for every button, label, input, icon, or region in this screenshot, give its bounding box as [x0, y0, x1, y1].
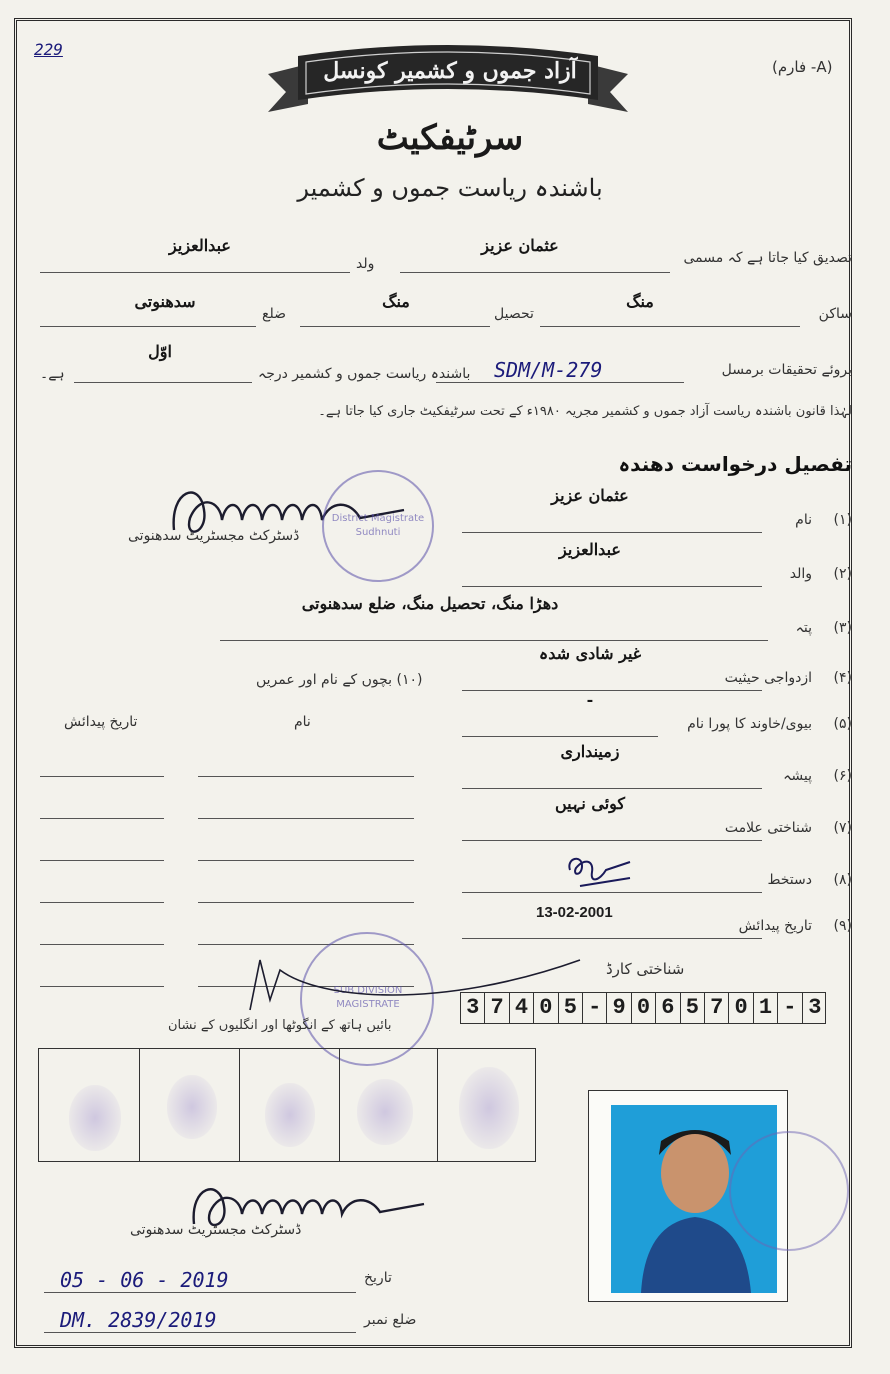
cnic-digit: 0 [632, 993, 656, 1023]
children-row-line [40, 860, 164, 861]
field-label: والد [789, 566, 812, 582]
row1-prefix: تصدیق کیا جاتا ہے کہ مسمی [683, 250, 852, 266]
zila-number-value: DM. 2839/2019 [60, 1308, 217, 1332]
photo-stamp [729, 1131, 849, 1251]
children-row-line [40, 986, 164, 987]
row2-zila: ضلع [262, 306, 286, 322]
children-row-line [40, 944, 164, 945]
cnic-digit: - [778, 993, 802, 1023]
field-number: (۴) [833, 670, 852, 686]
row1-father-value: عبدالعزیز [169, 236, 231, 255]
children-col-dob: تاریخ پیدائش [64, 714, 138, 730]
row2-saakin: ساکن [818, 306, 852, 322]
dm-signature-label-lower: ڈسٹرکٹ مجسٹریٹ سدھنوتی [130, 1222, 302, 1238]
cnic-digit: 3 [461, 993, 485, 1023]
field-value: غیر شادی شدہ [538, 644, 642, 663]
field-number: (۸) [833, 872, 852, 888]
cnic-digit: 5 [681, 993, 705, 1023]
field-value: کوئی نہیں [554, 794, 626, 813]
cnic-number-box [460, 992, 826, 1024]
thumb-label: بائیں ہاتھ کے انگوٹھا اور انگلیوں کے نشان [168, 1018, 392, 1033]
field-value: 13-02-2001 [536, 904, 613, 921]
applicant-heading: تفصیل درخواست دھندہ [618, 452, 852, 476]
applicant-signature [560, 850, 640, 896]
sub-division-stamp: SUB DIVISION MAGISTRATE [300, 932, 434, 1066]
cnic-digit: 6 [656, 993, 680, 1023]
children-row-line [40, 818, 164, 819]
children-row-line [198, 860, 414, 861]
cnic-digit: - [583, 993, 607, 1023]
field-label: شناختی علامت [724, 820, 812, 836]
cnic-label: شناختی کارڈ [606, 960, 685, 978]
row3-class-value: اوّل [148, 342, 172, 361]
field-number: (۳) [833, 620, 852, 636]
issue-date-label: تاریخ [364, 1270, 392, 1286]
field-label: نام [795, 512, 812, 528]
row1-wald: ولد [356, 256, 375, 272]
field-number: (۵) [833, 716, 852, 732]
field-label: تاریخ پیدائش [738, 918, 812, 934]
field-value: - [586, 690, 594, 709]
field-value: عثمان عزیز [551, 486, 629, 505]
children-row-line [198, 776, 414, 777]
children-row-line [198, 818, 414, 819]
cnic-digit: 3 [808, 995, 822, 1020]
field-number: (۹) [833, 918, 852, 934]
issue-date-value: 05 - 06 - 2019 [60, 1268, 229, 1292]
field-value: زمینداری [560, 742, 620, 761]
cnic-digit: 7 [485, 993, 509, 1023]
children-col-name: نام [294, 714, 311, 730]
field-number: (۲) [833, 566, 852, 582]
children-row-line [198, 902, 414, 903]
row3-prefix: بروئے تحقیقات برمسل [721, 362, 852, 378]
row3-mid: باشندہ ریاست جموں و کشمیر درجہ [258, 366, 471, 382]
fingerprint-1 [69, 1085, 121, 1151]
field-number: (۶) [833, 768, 852, 784]
field-value: عبدالعزیز [559, 540, 621, 559]
row3-end: ہے۔ [40, 366, 65, 382]
fingerprint-2 [167, 1075, 217, 1139]
cnic-digit: 0 [534, 993, 558, 1023]
certificate-subtitle: باشندہ ریاست جموں و کشمیر [297, 174, 603, 202]
dm-signature-label-upper: ڈسٹرکٹ مجسٹریٹ سدھنوتی [128, 528, 300, 544]
zila-number-label: ضلع نمبر [364, 1312, 417, 1328]
fingerprint-4 [357, 1079, 413, 1145]
field-label: پتہ [795, 620, 812, 636]
children-row-line [40, 776, 164, 777]
cnic-digit: 4 [510, 993, 534, 1023]
row2-tehsil: تحصیل [494, 306, 534, 322]
thumb-print [459, 1067, 519, 1149]
cnic-digit: 7 [705, 993, 729, 1023]
field-number: (۱) [833, 512, 852, 528]
row2-saakin-value: منگ [626, 292, 654, 311]
certificate-title: سرٹیفکیٹ [376, 118, 524, 158]
row2-tehsil-value: منگ [382, 292, 410, 311]
form-label: (فارم -A) [772, 58, 833, 76]
cnic-digit: 5 [559, 993, 583, 1023]
row1-name-value: عثمان عزیز [481, 236, 559, 255]
council-banner-text: آزاد جموں و کشمیر کونسل [323, 58, 577, 84]
thumb-print-box [38, 1048, 536, 1162]
field-value: دھڑا منگ، تحصیل منگ، ضلع سدھنوتی [301, 594, 559, 613]
cnic-digit: 1 [754, 993, 778, 1023]
fingerprint-3 [265, 1083, 315, 1147]
field-label: بیوی/خاوند کا پورا نام [687, 716, 812, 732]
cnic-digit: 0 [729, 993, 753, 1023]
row3-file-value: SDM/M-279 [494, 358, 603, 382]
children-row-line [40, 902, 164, 903]
cnic-digit: 9 [607, 993, 631, 1023]
field-label: دستخط [767, 872, 812, 888]
field-number: (۷) [833, 820, 852, 836]
field-label: پیشہ [783, 768, 812, 784]
serial-number: 229 [34, 40, 63, 59]
row2-zila-value: سدھنوتی [134, 292, 196, 311]
row4-text: لہٰذا قانون باشندہ ریاست آزاد جموں و کشمیر مجریہ ۱۹۸۰ء کے تحت سرٹیفکیٹ جاری کیا جاتا ہے۔ [318, 404, 852, 419]
children-heading: (۱۰) بچوں کے نام اور عمریں [256, 672, 423, 688]
district-magistrate-stamp: District Magistrate Sudhnuti [322, 470, 434, 582]
field-label: ازدواجی حیثیت [724, 670, 812, 686]
photo-frame [588, 1090, 788, 1302]
